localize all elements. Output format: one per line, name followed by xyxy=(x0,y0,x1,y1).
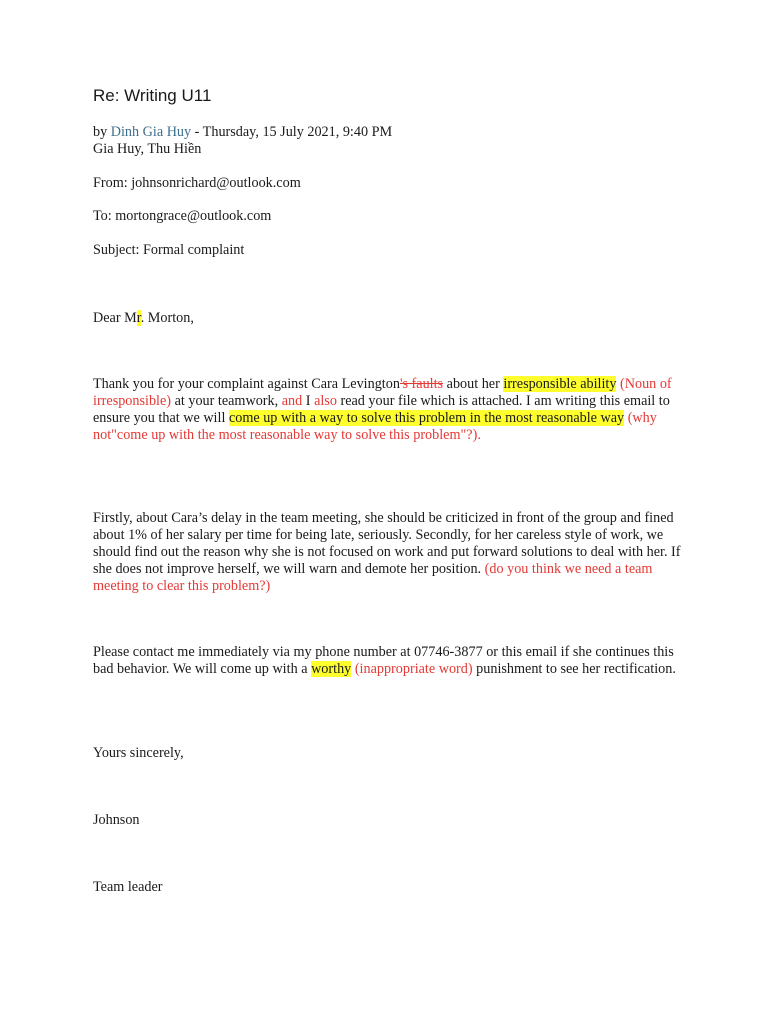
email-to: To: mortongrace@outlook.com xyxy=(93,208,272,224)
p1-red-also: also xyxy=(314,393,337,409)
paragraph-1 xyxy=(93,376,683,444)
p3-highlight: worthy xyxy=(311,661,352,677)
p1-highlight-2: come up with a way to solve this problem in the most reasonable way xyxy=(228,410,625,426)
greeting-end: . Morton, xyxy=(140,310,194,326)
p1-text-4: I xyxy=(302,393,315,409)
post-title: Re: Writing U11 xyxy=(93,86,212,105)
p2-correction-note: (do you think we need a team meeting to clear this problem?) xyxy=(93,561,653,594)
paragraph-2 xyxy=(93,510,683,595)
p1-text-5: read your file which is attached. I am writing this email to ensure you that we will xyxy=(93,393,670,426)
greeting-start: Dear M xyxy=(93,310,137,326)
p1-text-2: about her xyxy=(443,376,504,392)
email-role: Team leader xyxy=(93,879,163,895)
p1-text-3: at your teamwork, xyxy=(171,393,282,409)
email-from: From: johnsonrichard@outlook.com xyxy=(93,175,301,191)
p1-correction-note-2: (why not"come up with the most reasonable way to solve this problem"?). xyxy=(93,410,657,443)
author-link[interactable]: Dinh Gia Huy xyxy=(110,124,192,140)
p3-text-2: punishment to see her rectification. xyxy=(472,661,676,677)
p3-correction-note: (inappropriate word) xyxy=(351,661,473,677)
post-byline xyxy=(93,124,392,141)
p1-red-and: and xyxy=(281,393,303,409)
post-date: - Thursday, 15 July 2021, 9:40 PM xyxy=(191,124,393,140)
p2-text: Firstly, about Cara’s delay in the team meeting, she should be criticized in front of the group and fined about 1% of her salary per time for being late, seriously. Secondly, for her careless style of work, we should find out the reason why she is not focused on work and put forward solutions to deal with her. If she does not improve herself, we will warn and demote her position. xyxy=(93,510,681,577)
email-subject: Subject: Formal complaint xyxy=(93,242,245,258)
p1-text-1: Thank you for your complaint against Cara Levington xyxy=(93,376,400,392)
greeting-highlight: r xyxy=(136,310,141,326)
email-closing: Yours sincerely, xyxy=(93,745,184,761)
p1-correction-note-1: (Noun of irresponsible) xyxy=(93,376,672,409)
p3-text-1: Please contact me immediately via my phone number at 07746-3877 or this email if she continues this bad behavior. We will come up with a xyxy=(93,644,674,677)
p1-strikethrough: 's faults xyxy=(399,376,444,392)
post-recipients: Gia Huy, Thu Hiền xyxy=(93,141,202,157)
email-signature: Johnson xyxy=(93,812,140,828)
byline-prefix: by xyxy=(93,124,111,140)
p1-highlight-1: irresponsible ability xyxy=(503,376,617,392)
paragraph-3 xyxy=(93,644,683,678)
email-greeting xyxy=(93,310,194,327)
